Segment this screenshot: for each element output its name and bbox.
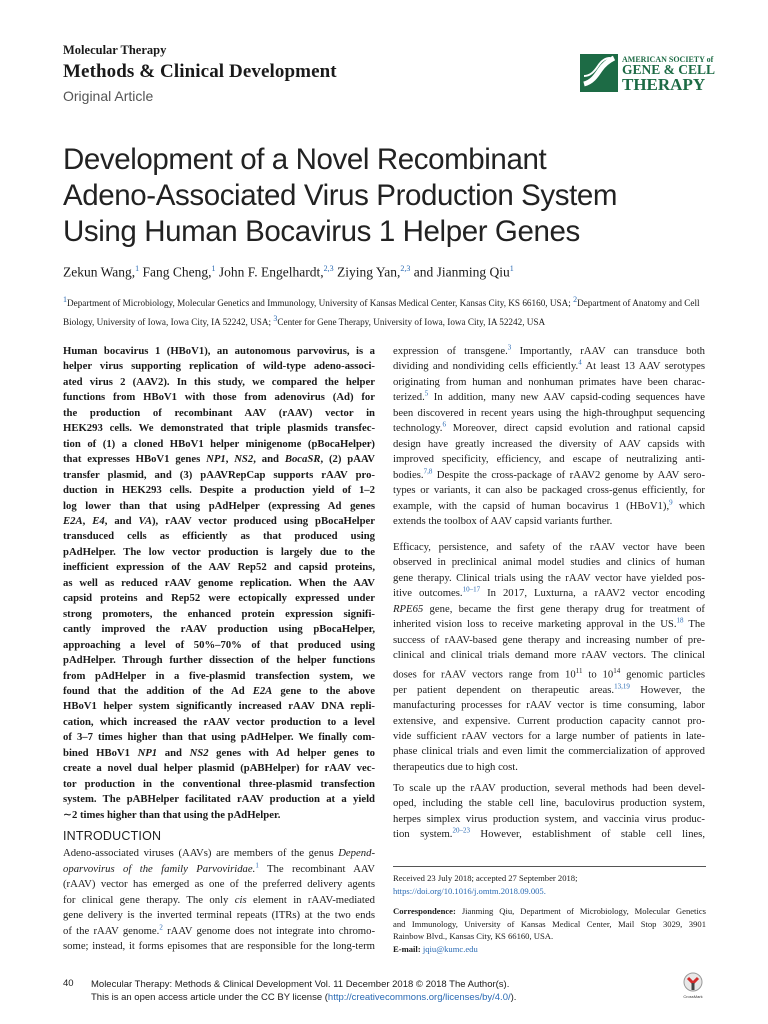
crossmark-icon[interactable] (681, 972, 705, 1000)
body-line: To scale up the rAAV production, several methods had been devel- (393, 782, 705, 794)
abstract-line: the production of recombinant AAV (rAAV) vector in (63, 406, 375, 419)
abstract-line: HEK293 cells. We demonstrated that triple plasmids transfec- (63, 422, 375, 435)
abstract-line: tion of (1) a cloned HBoV1 helper minigenome (pBocaHelper) (63, 437, 375, 450)
asgct-logo[interactable] (580, 54, 716, 94)
affiliations (63, 292, 708, 330)
title-line: Development of a Novel Recombinant (63, 143, 547, 176)
abstract-line: capsid proteins and Rep52 were ectopically expressed under (63, 592, 375, 605)
intro-line: Adeno-associated viruses (AAVs) are members of the genus Depend- (63, 847, 375, 859)
body-line: bodies.$^{7,8}$ Despite the cross-package of rAAV2 genome by AAV sero- (393, 467, 705, 481)
dna-helix-icon (580, 54, 618, 92)
correspondence (393, 905, 706, 955)
abstract-line: found that the addition of the Ad E2A gene to the above (63, 684, 375, 697)
intro-line: oparvovirus of the family Parvoviridae.$^1$ The recombinant AAV (63, 860, 375, 875)
author-affiliation-ref[interactable]: 1 (135, 264, 140, 273)
body-line: gene therapy. Clinical trials using the rAAV vector have yielded pos- (393, 571, 705, 584)
body-line: clinical and clinical trials demand more rAAV vectors. The clinical (393, 649, 705, 662)
body-line: extensive, and expensive. Current production capacity cannot pro- (393, 714, 705, 727)
exponent: 14 (613, 666, 621, 675)
title-line: Adeno-Associated Virus Production System (63, 179, 618, 212)
email-label: E-mail: (393, 943, 421, 954)
article-type: Original Article (63, 88, 154, 104)
body-line: been discovered in recent years using the high-throughput sequencing (393, 406, 705, 419)
intro-line: of the rAAV genome.$^2$ rAAV genome does not integrate into chromo- (63, 922, 376, 937)
author-affiliation-ref[interactable]: 2,3 (400, 264, 411, 273)
author-name[interactable]: Ziying Yan, (336, 264, 401, 280)
intro-line: gene delivery is the inverted terminal repeats (ITRs) at the two ends (63, 909, 375, 921)
body-line: per patient dependent on therapeutic areas.$^{13,19}$ However, the (393, 682, 705, 696)
svg-text:CrossMark: CrossMark (683, 994, 703, 999)
abstract-line: cantly improved the rAAV production using pBocaHelper, (63, 623, 375, 636)
citation-link[interactable]: 3 (507, 343, 512, 352)
abstract-line: strong promoters, the enhanced protein expression signifi- (63, 607, 375, 620)
abstract-line: pAdHelper. The low vector production is largely due to the (63, 545, 375, 558)
body-paragraph-3 (393, 781, 705, 843)
logo-line-3: THERAPY (622, 75, 706, 94)
body-line: manufacturing processes for rAAV vector is time consuming, labor (393, 699, 705, 712)
abstract-line: tor production in the conventional three-plasmid transfection (63, 777, 375, 790)
journal-series-name: Molecular Therapy (63, 43, 167, 57)
body-line: RPE65 gene, became the first gene therapy drug for treatment of (393, 602, 705, 615)
affiliation-line (63, 292, 708, 311)
intro-line: some; instead, it forms episomes that are responsible for the long-term (63, 940, 375, 952)
citation-link[interactable]: 7,8 (423, 467, 433, 476)
license-link[interactable]: http://creativecommons.org/licenses/by/4.0/ (327, 992, 511, 1003)
citation-link[interactable]: 10–17 (462, 585, 481, 594)
body-line: example, with the capsid of human bocavirus 1 (HBoV1),$^9$ which (393, 497, 705, 512)
abstract-line: pAdHelper. Through further dissection of the helper functions (63, 654, 375, 667)
author-affiliation-ref[interactable]: 1 (211, 264, 216, 273)
body-line: improved specificity, efficiency, and escape of neutralizing anti- (393, 453, 705, 466)
citation-link[interactable]: 4 (578, 358, 582, 367)
author-name[interactable]: Fang Cheng, (142, 264, 212, 280)
affiliation-text: Center for Gene Therapy, University of Iowa, Iowa City, IA 52242, USA (277, 317, 546, 328)
author-name[interactable]: and Jianming Qiu (413, 264, 510, 280)
abstract-line: create a novel dual helper plasmid (pABHelper) for rAAV vec- (63, 762, 375, 775)
abstract (63, 344, 375, 823)
received-dates: Received 23 July 2018; accepted 27 September 2018; (393, 873, 578, 883)
body-line: itive outcomes.$^{10-17}$ In 2017, Luxturna, a rAAV2 vector encoding (393, 585, 705, 600)
exponent: 11 (575, 666, 583, 675)
abstract-line: of 3–7 times higher than that using pAdHelper. We finally com- (63, 731, 375, 744)
author-name[interactable]: Zekun Wang, (63, 264, 136, 280)
abstract-line: HBoV1 helper system significantly increased rAAV DNA repli- (63, 700, 375, 713)
intro-line: (rAAV) vector has emerged as one of the preferred delivery agents (63, 878, 375, 890)
abstract-line: system. The pABHelper facilitated rAAV production at a yield (63, 793, 375, 806)
body-line: technology.$^6$ Moreover, direct capsid evolution and rational capsid (393, 420, 706, 435)
abstract-line: transfer plasmid, and (3) pAAVRepCap supports rAAV pro- (63, 468, 375, 481)
body-line: tion system.$^{20-23}$ However, establishment of stable cell lines, (393, 826, 705, 841)
abstract-line: inefficient expression of the AAV Rep52 and capsid proteins, (63, 561, 375, 574)
citation-link[interactable]: 6 (442, 420, 446, 429)
body-line: doses for rAAV vectors range from $10^{11}$ to $10^{14}$ genomic particles (393, 666, 706, 681)
footer-line: Molecular Therapy: Methods & Clinical Development Vol. 11 December 2018 © 2018 The Author(s). (91, 979, 510, 990)
body-line: therapeutics due to high cost. (393, 760, 518, 773)
body-line: inherited vision loss to receive marketing approval in the US.$^{18}$ The (393, 616, 705, 631)
citation-link[interactable]: 18 (676, 616, 684, 625)
citation-link[interactable]: 20–23 (452, 826, 470, 835)
abstract-line: bined HBoV1 NP1 and NS2 genes with Ad helper genes to (63, 746, 375, 759)
doi-link[interactable]: https://doi.org/10.1016/j.omtm.2018.09.005. (393, 885, 546, 896)
citation-link[interactable]: 9 (669, 497, 673, 506)
citation-link[interactable]: 1 (255, 860, 259, 869)
author-affiliation-ref[interactable]: 2,3 (323, 264, 334, 273)
abstract-line: helper virus supporting replication of wild-type adeno-associ- (63, 360, 375, 373)
article-history (393, 872, 706, 897)
correspondence-text: Jianming Qiu, Department of Microbiology, Molecular Genetics (461, 906, 706, 916)
abstract-line: E2A, E4, and VA), rAAV vector produced using pBocaHelper (63, 514, 376, 527)
abstract-line: Human bocavirus 1 (HBoV1), an autonomous parvovirus, is a (63, 345, 375, 357)
author-list (63, 260, 514, 282)
body-line: Efficacy, persistence, and safety of the rAAV vector have been (393, 541, 705, 553)
affiliation-text: Department of Anatomy and Cell (577, 298, 700, 309)
body-line: extends the toolbox of AAV capsid variants further. (393, 514, 613, 527)
body-line: success of rAAV-based gene therapy and increasing number of pre- (393, 633, 705, 646)
affiliation-text: Biology, University of Iowa, Iowa City, IA 52242, USA; (63, 317, 274, 328)
title-line: Using Human Bocavirus 1 Helper Genes (63, 215, 580, 248)
body-line: originating from human and nonhuman primates have been charac- (393, 375, 705, 388)
abstract-line: ∼2 times higher than that using the pAdHelper. (63, 808, 281, 821)
page-number: 40 (63, 978, 74, 989)
section-heading-introduction: INTRODUCTION (63, 829, 162, 843)
abstract-line: functions from HBoV1 with those from adenovirus (Ad) for (63, 391, 375, 404)
affiliation-text: Department of Microbiology, Molecular Genetics and Immunology, University of Kansas Medical Center, Kansas City, KS 66160, USA; (67, 298, 574, 309)
journal-title: Methods & Clinical Development (63, 61, 337, 82)
footer-license (91, 978, 516, 1004)
body-line: observed in preclinical animal model studies and clinics of human (393, 556, 705, 569)
citation-link[interactable]: 5 (424, 389, 429, 398)
body-line: terized.$^5$ In addition, many new AAV capsid-coding sequences have (393, 389, 706, 404)
footer-line: This is an open access article under the CC BY license (http://creativecommons.org/licenses/by/4.0/). (91, 992, 517, 1003)
logo-line-2: GENE & CELL (622, 62, 716, 77)
affiliation-number: 3 (273, 314, 278, 324)
intro-line: for clinical gene therapy. The only cis element in rAAV-mediated (63, 893, 375, 906)
body-paragraph-2 (393, 540, 705, 775)
body-line: phase clinical trials and even limit the commercialization of approved (393, 745, 705, 758)
email-link[interactable]: jqiu@kumc.edu (422, 943, 478, 954)
body-line: design have greatly increased the diversity of AAV capsids with (393, 437, 705, 450)
article-title (63, 142, 703, 250)
body-line: oped, including the stable cell line, baculovirus production system, (393, 797, 705, 810)
body-line: expression of transgene.$^3$ Importantly, rAAV can transduce both (393, 343, 706, 357)
body-line: types or variants, it can also be packaged cross-genus efficiently, for (393, 484, 705, 497)
metadata-divider (393, 866, 706, 867)
abstract-line: cation, which increased the rAAV vector production to a level (63, 715, 375, 728)
affiliation-number: 1 (63, 295, 67, 304)
correspondence-text: and Immunology, University of Kansas Medical Center, Mail Stop 3029, 3901 (393, 918, 706, 929)
citation-link[interactable]: 2 (159, 922, 163, 931)
abstract-line: from pAdHelper in a five-plasmid transfection system, we (63, 669, 375, 682)
correspondence-text: Rainbow Blvd., Kansas City, KS 66160, USA. (393, 931, 554, 941)
body-line: vide sufficient rAAV vectors for a large number of patients in late- (393, 730, 705, 742)
abstract-line: duction in HEK293 cells. Despite a production yield of 1–2 (63, 484, 375, 497)
logo-line-1: AMERICAN SOCIETY of (622, 55, 714, 64)
body-paragraph-1 (393, 344, 705, 529)
abstract-line: transduced cells as efficiently as that produced using (63, 530, 375, 543)
abstract-line: as well as reduced rAAV genome replication. When the AAV (63, 576, 375, 589)
introduction-body (63, 846, 375, 955)
author-affiliation-ref[interactable]: 1 (509, 264, 514, 273)
citation-link[interactable]: 13,19 (614, 682, 630, 691)
abstract-line: ated virus 2 (AAV2). In this study, we compared the helper (63, 375, 375, 388)
abstract-line: that expresses HBoV1 genes NP1, NS2, and BocaSR, (2) pAAV (63, 453, 376, 466)
correspondence-label: Correspondence: (393, 906, 456, 916)
abstract-line: log lower than that using pAdHelper (expressing Ad genes (63, 499, 375, 512)
affiliation-number: 2 (573, 295, 578, 304)
author-name[interactable]: John F. Engelhardt, (218, 264, 324, 280)
body-line: herpes simplex virus production system, and vaccinia virus produc- (393, 812, 705, 825)
body-line: dividing and nondividing cells efficiently.$^4$ At least 13 AAV serotypes (393, 358, 705, 373)
affiliation-line (63, 311, 708, 330)
abstract-line: approaching a level of 50%–70% of that produced using (63, 638, 375, 651)
